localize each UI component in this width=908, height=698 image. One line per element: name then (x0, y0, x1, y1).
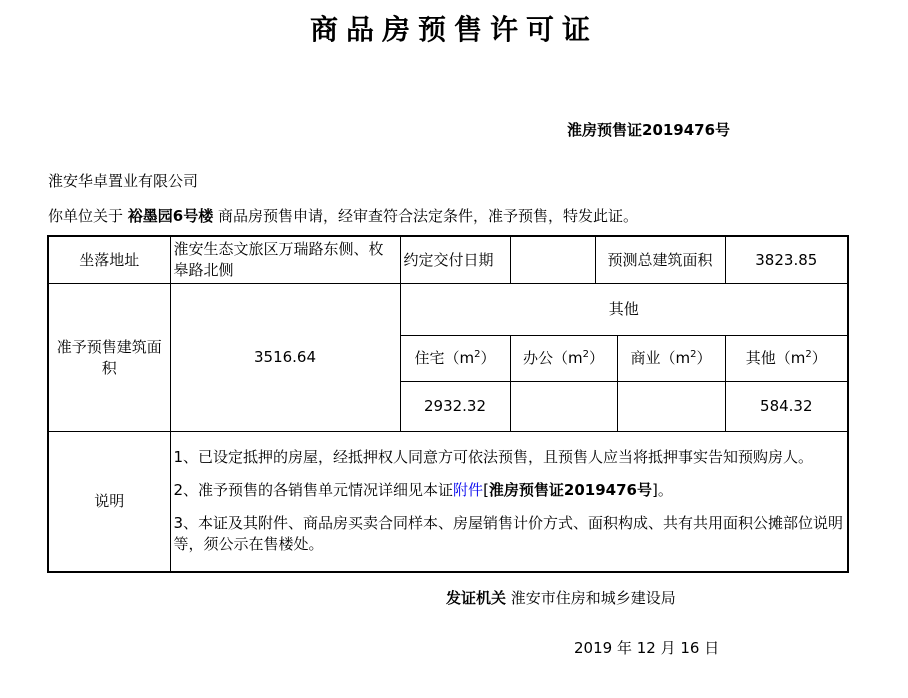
unit-exponent: 2 (582, 349, 589, 360)
note-1: 1、已设定抵押的房屋，经抵押权人同意方可依法预售，且预售人应当将抵押事实告知预购房人。 (173, 448, 814, 467)
intro-prefix: 你单位关于 (48, 207, 124, 225)
col-office (510, 336, 617, 382)
permit-table (47, 235, 849, 573)
unit-close: ） (480, 349, 496, 367)
total-area-value: 3823.85 (725, 236, 848, 284)
certificate-number: 淮房预售证2019476号 (567, 121, 731, 139)
delivery-date-value (510, 236, 595, 284)
other-value: 584.32 (725, 382, 848, 432)
other-header: 其他 (400, 284, 848, 336)
unit-close: ） (588, 349, 604, 367)
issuer (446, 587, 676, 608)
issuer-value: 淮安市住房和城乡建设局 (510, 589, 676, 607)
company-name: 淮安华卓置业有限公司 (48, 172, 199, 190)
note-2-bracket-open: [ (483, 481, 489, 500)
delivery-date-label: 约定交付日期 (400, 236, 510, 284)
note-2-text: 2、准予预售的各销售单元情况详细见本证 (173, 481, 454, 500)
presale-area-label: 准予预售建筑面积 (48, 284, 170, 432)
project-name: 裕墨园6号楼 (127, 207, 214, 225)
col-office-label: 办公（m (522, 349, 583, 367)
issuer-label: 发证机关 (446, 589, 507, 607)
col-residential-label: 住宅（m (414, 349, 475, 367)
location-value: 淮安生态文旅区万瑞路东侧、枚皋路北侧 (170, 236, 400, 284)
unit-close: ） (811, 349, 827, 367)
residential-value: 2932.32 (400, 382, 510, 432)
note-3: 3、本证及其附件、商品房买卖合同样本、房屋销售计价方式、面积构成、共有共用面积公摊部位说明等，须公示在售楼处。 (173, 514, 844, 554)
col-residential (400, 336, 510, 382)
col-commercial (617, 336, 725, 382)
note-2-bracket-close: ]。 (651, 481, 673, 500)
notes-label: 说明 (48, 432, 170, 572)
col-other-label: 其他（m (745, 349, 806, 367)
commercial-value (617, 382, 725, 432)
presale-area-value: 3516.64 (170, 284, 400, 432)
unit-exponent: 2 (805, 349, 812, 360)
attachment-link[interactable]: 附件 (453, 481, 484, 500)
unit-close: ） (696, 349, 712, 367)
unit-exponent: 2 (690, 349, 697, 360)
intro-suffix: 商品房预售申请，经审查符合法定条件，准予预售，特发此证。 (218, 207, 639, 225)
note-2 (174, 480, 845, 501)
unit-exponent: 2 (474, 349, 481, 360)
note-2-cert-number: 淮房预售证2019476号 (488, 481, 652, 500)
issue-date: 2019 年 12 月 16 日 (574, 639, 720, 657)
col-other (725, 336, 848, 382)
total-area-label: 预测总建筑面积 (595, 236, 725, 284)
intro-text (48, 205, 638, 226)
office-value (510, 382, 617, 432)
notes-content (170, 432, 848, 572)
location-label: 坐落地址 (48, 236, 170, 284)
col-commercial-label: 商业（m (630, 349, 691, 367)
page-title: 商品房预售许可证 (309, 13, 598, 46)
